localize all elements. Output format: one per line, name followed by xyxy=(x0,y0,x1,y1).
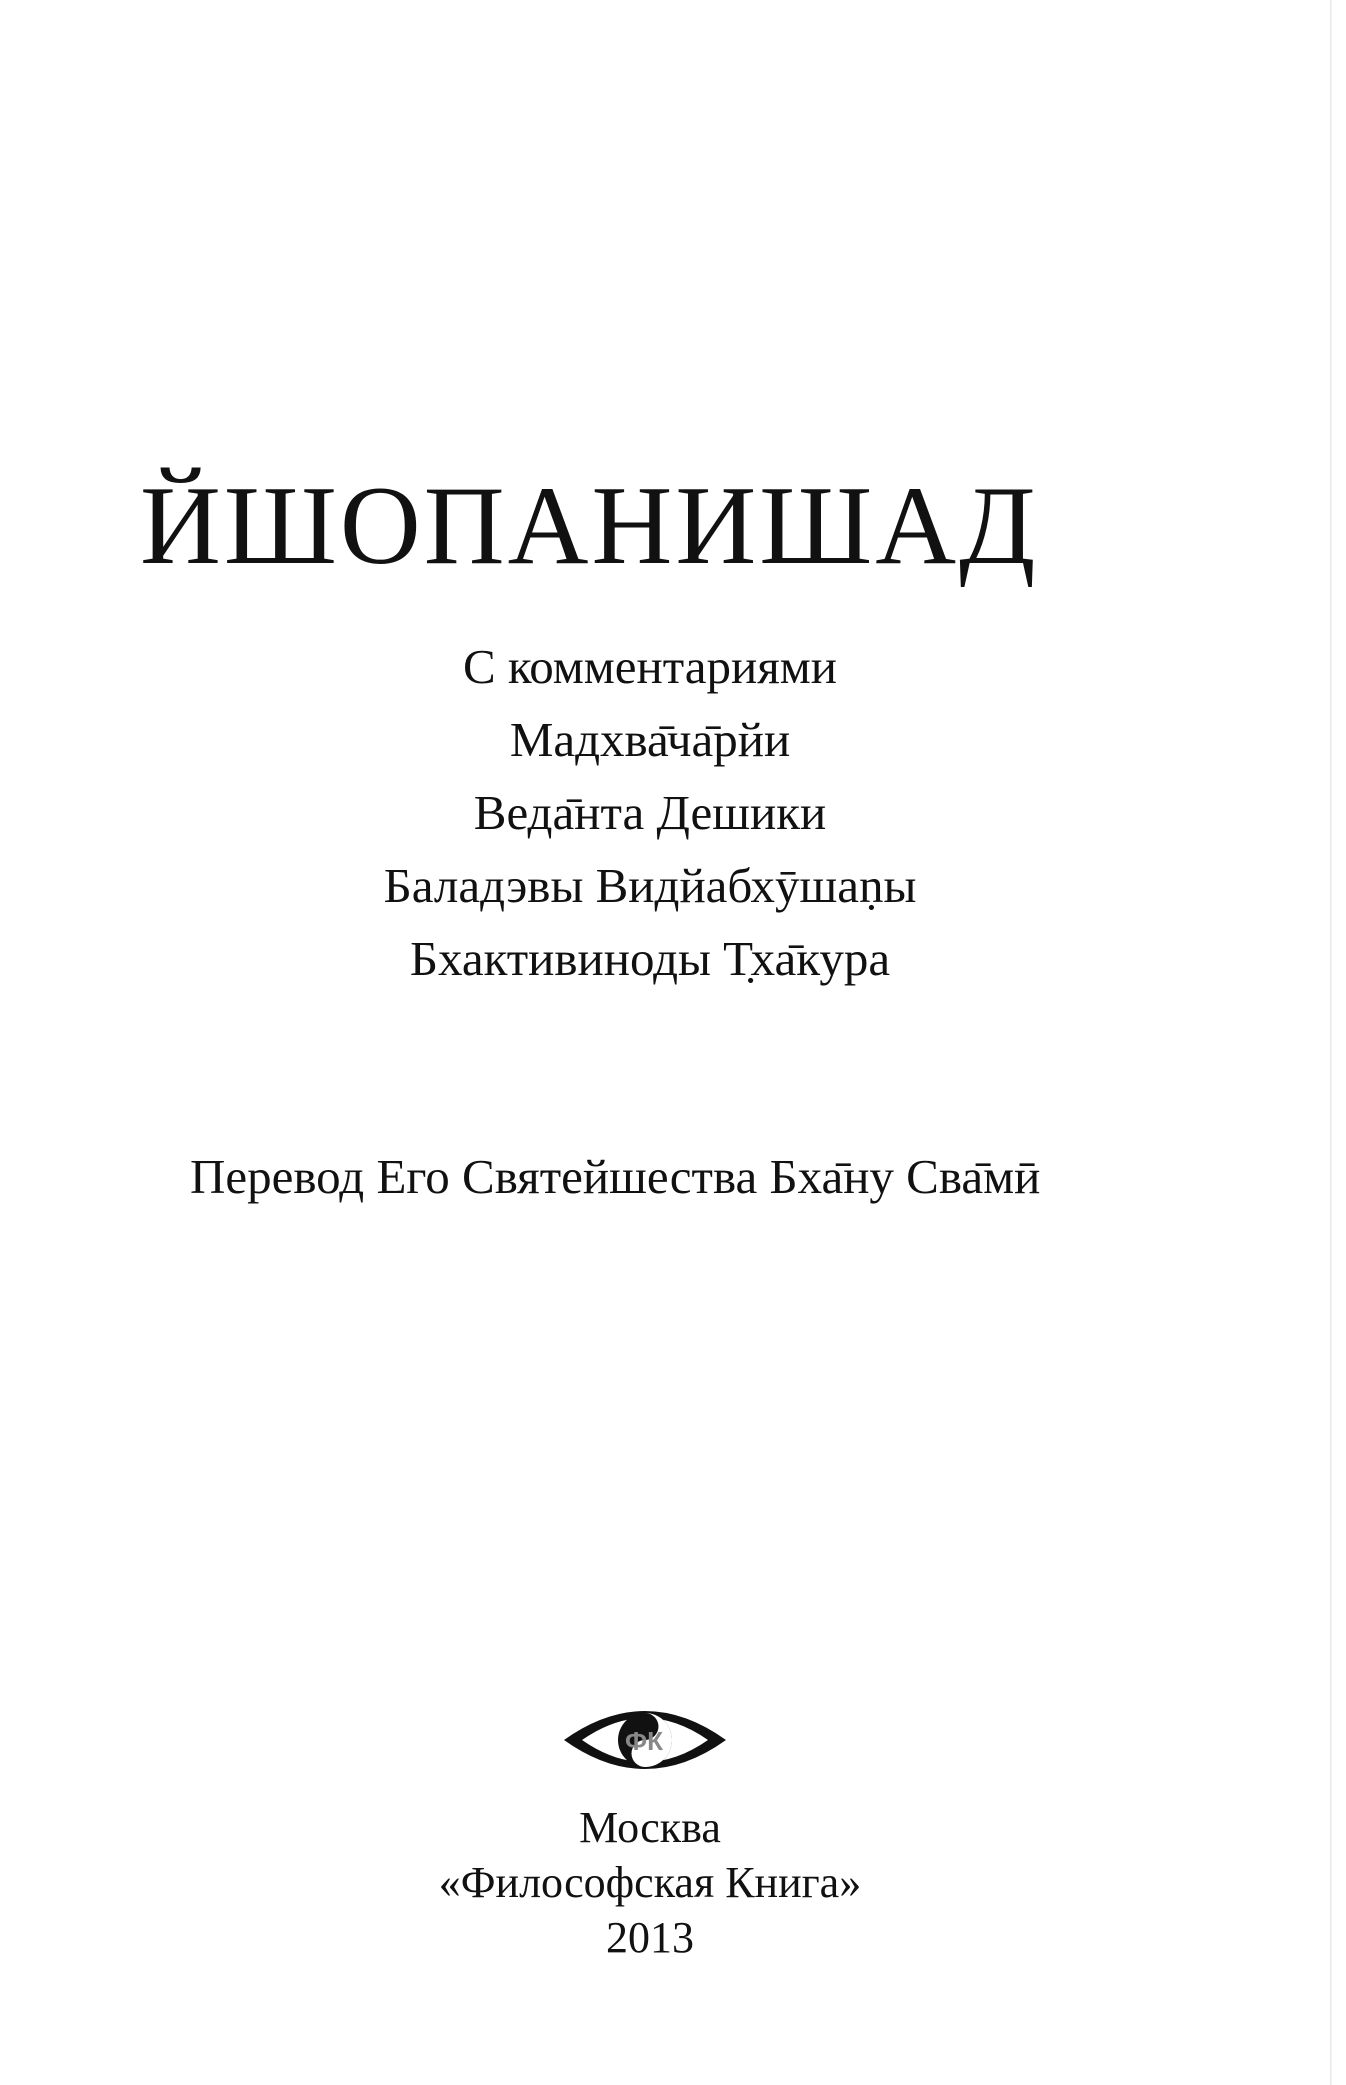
imprint-year: 2013 xyxy=(606,1913,694,1962)
imprint-city: Москва xyxy=(579,1803,721,1852)
commentary-line: Бхактивиноды Т̣ха̄кура xyxy=(409,931,891,986)
logo-letters: ФК xyxy=(624,1726,664,1756)
translation-credit: Перевод Его Святейшества Бха̄ну Сва̄мӣ xyxy=(190,1149,1041,1204)
commentary-line: Мадхва̄ча̄рйи xyxy=(509,712,791,767)
commentary-line: С комментариями xyxy=(462,639,838,694)
book-title: ЙШОПАНИШАД xyxy=(140,464,1039,589)
page-edge xyxy=(1330,0,1332,2085)
imprint-publisher: «Философская Книга» xyxy=(438,1858,862,1907)
commentary-line: Веда̄нта Дешики xyxy=(473,785,827,840)
imprint-block xyxy=(0,1800,1300,1965)
commentary-line: Баладэвы Видйабхӯшаṇы xyxy=(383,858,917,913)
commentary-block xyxy=(0,630,1300,995)
eye-logo-icon xyxy=(560,1690,730,1790)
